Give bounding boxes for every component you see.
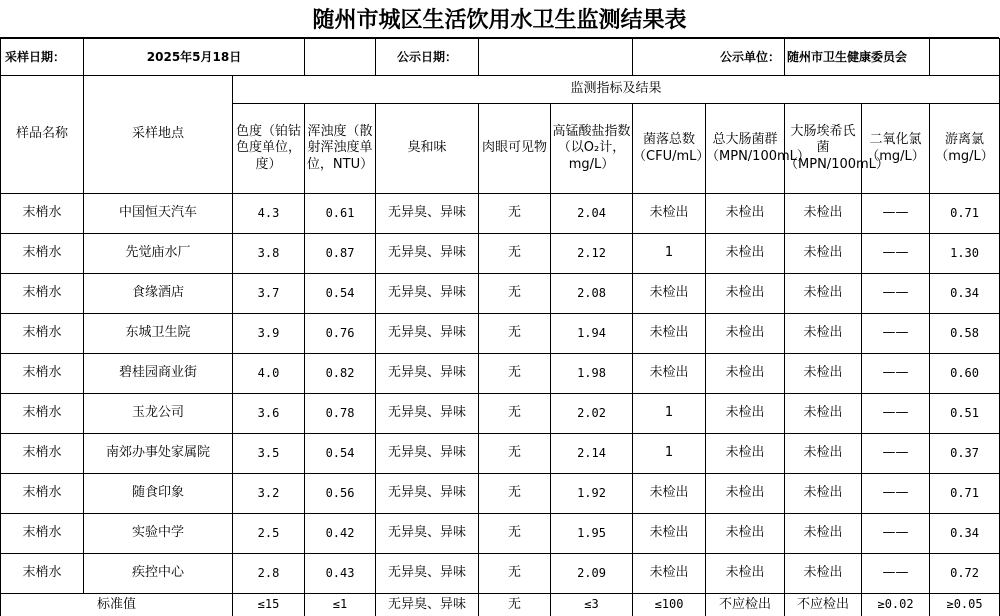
sample-name-cell: 末梢水 <box>1 434 84 474</box>
table-row <box>1 394 1000 434</box>
coliform-cell: 未检出 <box>706 314 785 354</box>
permanganate-cell: 2.08 <box>551 274 633 314</box>
free-chlorine-cell: 0.34 <box>930 274 1000 314</box>
odor-cell: 无异臭、异味 <box>376 274 479 314</box>
publish-unit: 随州市卫生健康委员会 <box>785 39 930 76</box>
colony-cell: 1 <box>633 394 706 434</box>
chlorine-dioxide-cell: —— <box>862 554 930 594</box>
header-total-coliform: 总大肠菌群（MPN/100mL） <box>706 104 785 194</box>
ecoli-cell: 未检出 <box>785 314 862 354</box>
chlorine-dioxide-cell: —— <box>862 194 930 234</box>
color-cell: 2.5 <box>233 514 305 554</box>
coliform-cell: 未检出 <box>706 194 785 234</box>
permanganate-cell: 1.92 <box>551 474 633 514</box>
sample-name-cell: 末梢水 <box>1 514 84 554</box>
permanganate-cell: 2.09 <box>551 554 633 594</box>
meta-row <box>1 39 1000 76</box>
turbidity-cell: 0.54 <box>305 274 376 314</box>
table-row <box>1 354 1000 394</box>
standard-label-cell: 标准值 <box>1 594 233 616</box>
ecoli-cell: 未检出 <box>785 274 862 314</box>
header-visible-matter: 肉眼可见物 <box>479 104 551 194</box>
location-cell: 玉龙公司 <box>84 394 233 434</box>
standard-colony-cell: ≤100 <box>633 594 706 616</box>
chlorine-dioxide-cell: —— <box>862 274 930 314</box>
visible-cell: 无 <box>479 474 551 514</box>
header-ecoli: 大肠埃希氏菌（MPN/100mL） <box>785 104 862 194</box>
standard-turbidity-cell: ≤1 <box>305 594 376 616</box>
visible-cell: 无 <box>479 234 551 274</box>
coliform-cell: 未检出 <box>706 354 785 394</box>
publish-date <box>479 39 633 76</box>
free-chlorine-cell: 0.72 <box>930 554 1000 594</box>
turbidity-cell: 0.43 <box>305 554 376 594</box>
location-cell: 南郊办事处家属院 <box>84 434 233 474</box>
color-cell: 3.8 <box>233 234 305 274</box>
table-row <box>1 434 1000 474</box>
header-sample-name: 样品名称 <box>1 76 84 194</box>
turbidity-cell: 0.42 <box>305 514 376 554</box>
ecoli-cell: 未检出 <box>785 394 862 434</box>
location-cell: 中国恒天汽车 <box>84 194 233 234</box>
table-row <box>1 234 1000 274</box>
header-row-group <box>1 76 1000 104</box>
standard-color-cell: ≤15 <box>233 594 305 616</box>
report-title: 随州市城区生活饮用水卫生监测结果表 <box>0 0 999 38</box>
ecoli-cell: 未检出 <box>785 514 862 554</box>
coliform-cell: 未检出 <box>706 394 785 434</box>
odor-cell: 无异臭、异味 <box>376 474 479 514</box>
publish-unit-label: 公示单位： <box>633 39 785 76</box>
ecoli-cell: 未检出 <box>785 234 862 274</box>
results-table <box>0 38 1000 616</box>
permanganate-cell: 2.04 <box>551 194 633 234</box>
visible-cell: 无 <box>479 194 551 234</box>
color-cell: 3.2 <box>233 474 305 514</box>
free-chlorine-cell: 0.58 <box>930 314 1000 354</box>
table-row <box>1 274 1000 314</box>
coliform-cell: 未检出 <box>706 554 785 594</box>
standard-odor-cell: 无异臭、异味 <box>376 594 479 616</box>
turbidity-cell: 0.76 <box>305 314 376 354</box>
header-color: 色度（铂钴色度单位，度） <box>233 104 305 194</box>
coliform-cell: 未检出 <box>706 474 785 514</box>
sample-date-label: 采样日期： <box>1 39 84 76</box>
ecoli-cell: 未检出 <box>785 194 862 234</box>
permanganate-cell: 1.94 <box>551 314 633 354</box>
ecoli-cell: 未检出 <box>785 554 862 594</box>
visible-cell: 无 <box>479 314 551 354</box>
turbidity-cell: 0.87 <box>305 234 376 274</box>
odor-cell: 无异臭、异味 <box>376 514 479 554</box>
color-cell: 3.7 <box>233 274 305 314</box>
odor-cell: 无异臭、异味 <box>376 354 479 394</box>
sample-name-cell: 末梢水 <box>1 354 84 394</box>
ecoli-cell: 未检出 <box>785 474 862 514</box>
header-chlorine-dioxide: 二氧化氯（mg/L） <box>862 104 930 194</box>
colony-cell: 1 <box>633 234 706 274</box>
visible-cell: 无 <box>479 274 551 314</box>
color-cell: 4.3 <box>233 194 305 234</box>
sample-name-cell: 末梢水 <box>1 194 84 234</box>
header-indicator-group: 监测指标及结果 <box>233 76 1000 104</box>
odor-cell: 无异臭、异味 <box>376 554 479 594</box>
colony-cell: 未检出 <box>633 474 706 514</box>
turbidity-cell: 0.78 <box>305 394 376 434</box>
color-cell: 2.8 <box>233 554 305 594</box>
color-cell: 3.5 <box>233 434 305 474</box>
header-location: 采样地点 <box>84 76 233 194</box>
free-chlorine-cell: 0.34 <box>930 514 1000 554</box>
publish-date-label: 公示日期： <box>376 39 479 76</box>
chlorine-dioxide-cell: —— <box>862 354 930 394</box>
location-cell: 食缘酒店 <box>84 274 233 314</box>
odor-cell: 无异臭、异味 <box>376 434 479 474</box>
standard-visible-cell: 无 <box>479 594 551 616</box>
header-free-chlorine: 游离氯（mg/L） <box>930 104 1000 194</box>
sample-name-cell: 末梢水 <box>1 314 84 354</box>
coliform-cell: 未检出 <box>706 234 785 274</box>
visible-cell: 无 <box>479 434 551 474</box>
standard-row <box>1 594 1000 616</box>
header-turbidity: 浑浊度（散射浑浊度单位，NTU） <box>305 104 376 194</box>
sample-name-cell: 末梢水 <box>1 274 84 314</box>
coliform-cell: 未检出 <box>706 514 785 554</box>
header-colony-count: 菌落总数（CFU/mL） <box>633 104 706 194</box>
table-row <box>1 314 1000 354</box>
ecoli-cell: 未检出 <box>785 434 862 474</box>
permanganate-cell: 2.02 <box>551 394 633 434</box>
standard-free-chlorine-cell: ≥0.05 <box>930 594 1000 616</box>
chlorine-dioxide-cell: —— <box>862 234 930 274</box>
permanganate-cell: 2.14 <box>551 434 633 474</box>
sample-name-cell: 末梢水 <box>1 474 84 514</box>
visible-cell: 无 <box>479 554 551 594</box>
location-cell: 随食印象 <box>84 474 233 514</box>
free-chlorine-cell: 0.60 <box>930 354 1000 394</box>
odor-cell: 无异臭、异味 <box>376 314 479 354</box>
chlorine-dioxide-cell: —— <box>862 314 930 354</box>
colony-cell: 未检出 <box>633 514 706 554</box>
sample-name-cell: 末梢水 <box>1 234 84 274</box>
table-row <box>1 554 1000 594</box>
location-cell: 碧桂园商业街 <box>84 354 233 394</box>
standard-ecoli-cell: 不应检出 <box>785 594 862 616</box>
location-cell: 东城卫生院 <box>84 314 233 354</box>
colony-cell: 1 <box>633 434 706 474</box>
standard-permanganate-cell: ≤3 <box>551 594 633 616</box>
visible-cell: 无 <box>479 394 551 434</box>
table-row <box>1 514 1000 554</box>
free-chlorine-cell: 0.51 <box>930 394 1000 434</box>
colony-cell: 未检出 <box>633 554 706 594</box>
header-odor: 臭和味 <box>376 104 479 194</box>
sample-name-cell: 末梢水 <box>1 554 84 594</box>
odor-cell: 无异臭、异味 <box>376 394 479 434</box>
turbidity-cell: 0.61 <box>305 194 376 234</box>
table-row <box>1 474 1000 514</box>
chlorine-dioxide-cell: —— <box>862 394 930 434</box>
coliform-cell: 未检出 <box>706 274 785 314</box>
chlorine-dioxide-cell: —— <box>862 474 930 514</box>
colony-cell: 未检出 <box>633 194 706 234</box>
location-cell: 先觉庙水厂 <box>84 234 233 274</box>
location-cell: 实验中学 <box>84 514 233 554</box>
header-permanganate: 高锰酸盐指数（以O₂计，mg/L） <box>551 104 633 194</box>
sample-date: 2025年5月18日 <box>84 39 305 76</box>
standard-chlorine-dioxide-cell: ≥0.02 <box>862 594 930 616</box>
chlorine-dioxide-cell: —— <box>862 514 930 554</box>
color-cell: 3.6 <box>233 394 305 434</box>
meta-blank-end <box>930 39 1000 76</box>
free-chlorine-cell: 0.37 <box>930 434 1000 474</box>
colony-cell: 未检出 <box>633 354 706 394</box>
permanganate-cell: 1.95 <box>551 514 633 554</box>
odor-cell: 无异臭、异味 <box>376 234 479 274</box>
standard-coliform-cell: 不应检出 <box>706 594 785 616</box>
meta-blank <box>305 39 376 76</box>
visible-cell: 无 <box>479 514 551 554</box>
free-chlorine-cell: 0.71 <box>930 194 1000 234</box>
turbidity-cell: 0.54 <box>305 434 376 474</box>
colony-cell: 未检出 <box>633 274 706 314</box>
coliform-cell: 未检出 <box>706 434 785 474</box>
free-chlorine-cell: 0.71 <box>930 474 1000 514</box>
sample-name-cell: 末梢水 <box>1 394 84 434</box>
location-cell: 疾控中心 <box>84 554 233 594</box>
chlorine-dioxide-cell: —— <box>862 434 930 474</box>
odor-cell: 无异臭、异味 <box>376 194 479 234</box>
table-row <box>1 194 1000 234</box>
free-chlorine-cell: 1.30 <box>930 234 1000 274</box>
color-cell: 3.9 <box>233 314 305 354</box>
color-cell: 4.0 <box>233 354 305 394</box>
permanganate-cell: 2.12 <box>551 234 633 274</box>
visible-cell: 无 <box>479 354 551 394</box>
ecoli-cell: 未检出 <box>785 354 862 394</box>
turbidity-cell: 0.56 <box>305 474 376 514</box>
colony-cell: 未检出 <box>633 314 706 354</box>
turbidity-cell: 0.82 <box>305 354 376 394</box>
permanganate-cell: 1.98 <box>551 354 633 394</box>
